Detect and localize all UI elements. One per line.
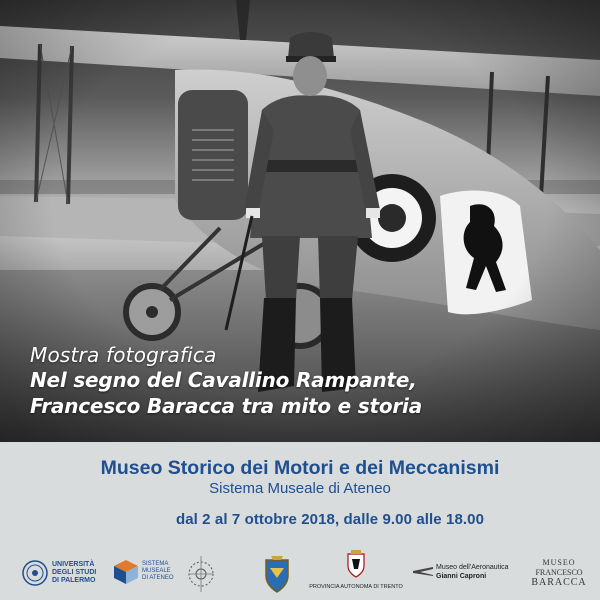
caproni-logo (412, 550, 516, 598)
trento-logo (306, 550, 406, 598)
aeronautica-shield-logo (262, 550, 292, 598)
gear-icon (186, 552, 216, 596)
exhibit-title-line2: Francesco Baracca tra mito e storia (30, 394, 423, 418)
unipa-line3: DI PALERMO (52, 577, 96, 584)
exhibit-dates: dal 2 al 7 ottobre 2018, dalle 9.00 alle 18.00 (175, 511, 485, 528)
unipa-line2: DEGLI STUDI (52, 569, 97, 576)
baracca-line2: FRANCESCO (535, 568, 583, 577)
museo-baracca-logo (524, 550, 594, 598)
museum-system-name: Sistema Museale di Ateneo (209, 480, 391, 497)
sma-line1: SISTEMA (142, 561, 169, 567)
sma-cube-icon (112, 558, 140, 586)
unipa-line1: UNIVERSITÀ (52, 561, 95, 568)
unipa-logo (22, 550, 112, 598)
baracca-line3: BARACCA (531, 577, 587, 588)
baracca-line1: MUSEO (542, 558, 576, 567)
sma-line3: DI ATENEO (142, 575, 174, 581)
caproni-line1: Museo dell'Aeronautica (436, 564, 509, 571)
shield-icon (262, 554, 292, 594)
exhibit-caption (30, 343, 422, 419)
museum-motori-logo (186, 550, 236, 598)
sma-line2: MUSEALE (142, 568, 171, 574)
exhibit-title-line1: Nel segno del Cavallino Rampante, (30, 368, 417, 392)
unipa-seal-icon (22, 560, 48, 586)
exhibit-kicker: Mostra fotografica (30, 343, 217, 367)
sponsor-logos (0, 548, 600, 600)
info-band (0, 442, 600, 548)
museum-name: Museo Storico dei Motori e dei Meccanismi (100, 457, 500, 479)
sma-logo (112, 550, 182, 598)
caproni-line2: Gianni Caproni (436, 573, 487, 580)
eagle-crest-icon (345, 550, 367, 578)
trento-label: PROVINCIA AUTONOMA DI TRENTO (309, 584, 403, 590)
plane-icon (412, 562, 434, 580)
